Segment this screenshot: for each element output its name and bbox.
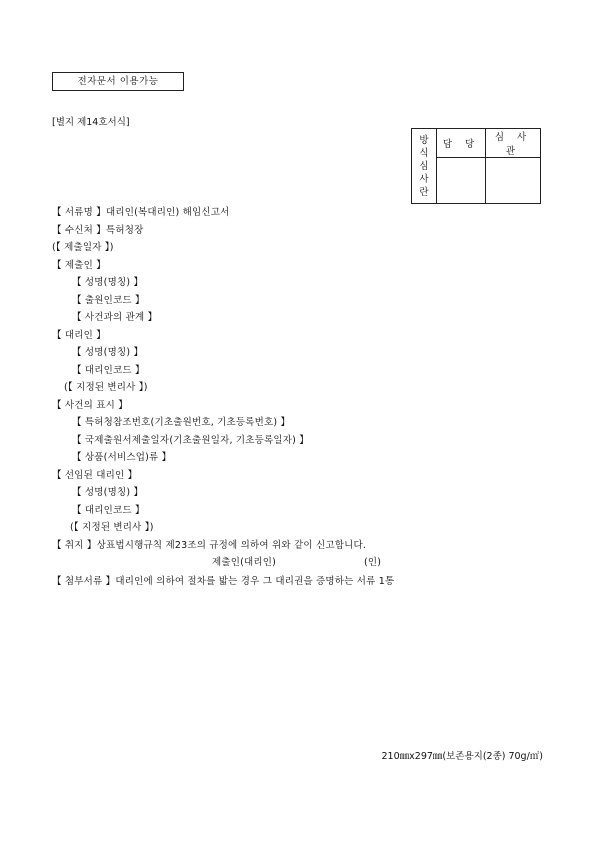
agent-heading: 【 대리인 】	[52, 330, 106, 341]
case-heading: 【 사건의 표시 】	[52, 400, 128, 411]
approval-header-staff: 담 당	[437, 129, 486, 158]
approval-box	[411, 128, 541, 204]
appointed-patent-attorney: (【 지정된 변리사 】)	[70, 522, 154, 533]
electronic-document-badge: 전자문서 이용가능	[52, 72, 184, 91]
approval-label-char: 사	[419, 173, 429, 185]
case-goods-class: 【 상품(서비스업)류 】	[72, 452, 172, 463]
agent-name: 【 성명(명칭) 】	[72, 347, 144, 358]
agent-patent-attorney: (【 지정된 변리사 】)	[64, 382, 148, 393]
attachments-line: 【 첨부서류 】대리인에 의하여 절차를 밟는 경우 그 대리권을 증명하는 서류 1통	[52, 576, 395, 587]
paper-spec-footer: 210㎜x297㎜(보존용지(2종) 70g/㎡)	[381, 751, 543, 762]
purpose-line: 【 취지 】상표법시행규칙 제23조의 규정에 의하여 위와 같이 신고합니다.	[52, 540, 367, 551]
case-reference-number: 【 특허청참조번호(기초출원번호, 기초등록번호) 】	[72, 417, 291, 428]
appointed-agent-name: 【 성명(명칭) 】	[72, 487, 144, 498]
approval-staff-cell	[437, 158, 486, 204]
case-filing-date: 【 국제출원서제출일자(기초출원일자, 기초등록일자) 】	[72, 435, 310, 446]
signer-label: 제출인(대리인)	[212, 557, 277, 568]
approval-vertical-label	[412, 129, 437, 204]
submitter-name: 【 성명(명칭) 】	[72, 277, 144, 288]
recipient-line: 【 수신처 】특허청장	[52, 225, 144, 236]
approval-label-char: 식	[419, 147, 429, 159]
seal-mark: (인)	[364, 557, 382, 568]
appointed-agent-heading: 【 선임된 대리인 】	[52, 470, 138, 481]
approval-label-char: 방	[419, 134, 429, 146]
submitter-relation: 【 사건과의 관계 】	[72, 312, 158, 323]
submission-date-line: (【 제출일자 】)	[52, 242, 114, 253]
approval-label-char: 란	[419, 186, 429, 198]
approval-header-examiner: 심 사 관	[486, 129, 541, 158]
approval-examiner-cell	[486, 158, 541, 204]
doc-title-line: 【 서류명 】대리인(복대리인) 해임신고서	[52, 207, 230, 218]
submitter-code: 【 출원인코드 】	[72, 295, 145, 306]
appointed-agent-code: 【 대리인코드 】	[72, 505, 145, 516]
form-number: [별지 제14호서식]	[52, 117, 130, 128]
agent-code: 【 대리인코드 】	[72, 365, 145, 376]
submitter-heading: 【 제출인 】	[52, 260, 106, 271]
approval-label-char: 심	[419, 160, 429, 172]
